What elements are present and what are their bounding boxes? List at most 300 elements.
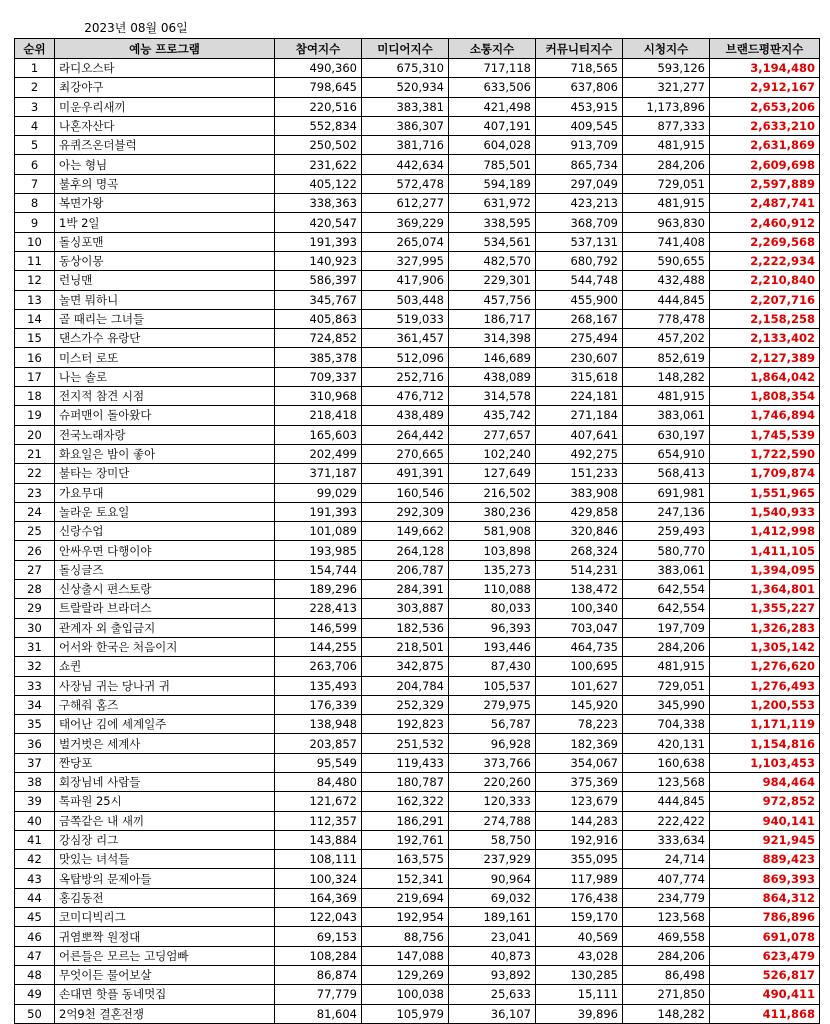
program-name-cell: 미스터 로또 [55, 348, 275, 367]
table-header-row [15, 39, 820, 59]
community-cell: 865,734 [536, 155, 623, 174]
participation-cell: 143,884 [275, 830, 362, 849]
community-cell: 315,618 [536, 367, 623, 386]
brand-index-cell: 2,912,167 [710, 78, 820, 97]
media-cell: 519,033 [362, 309, 449, 328]
viewership-cell: 197,709 [623, 618, 710, 637]
communication-cell: 96,393 [449, 618, 536, 637]
community-cell: 275,494 [536, 329, 623, 348]
rank-cell: 47 [15, 946, 55, 965]
rank-cell: 2 [15, 78, 55, 97]
program-name-cell: 손대면 핫플 동네멋집 [55, 985, 275, 1004]
participation-cell: 552,834 [275, 116, 362, 135]
media-cell: 100,038 [362, 985, 449, 1004]
community-cell: 101,627 [536, 676, 623, 695]
participation-cell: 231,622 [275, 155, 362, 174]
program-name-cell: 최강야구 [55, 78, 275, 97]
rank-cell: 16 [15, 348, 55, 367]
media-cell: 292,309 [362, 502, 449, 521]
participation-cell: 586,397 [275, 271, 362, 290]
media-cell: 327,995 [362, 251, 449, 270]
media-cell: 160,546 [362, 483, 449, 502]
program-name-cell: 미운우리새끼 [55, 97, 275, 116]
viewership-cell: 86,498 [623, 965, 710, 984]
communication-cell: 314,578 [449, 387, 536, 406]
viewership-cell: 284,206 [623, 637, 710, 656]
communication-cell: 80,033 [449, 599, 536, 618]
program-name-cell: 신랑수업 [55, 522, 275, 541]
communication-cell: 237,929 [449, 850, 536, 869]
rank-cell: 48 [15, 965, 55, 984]
viewership-cell: 642,554 [623, 599, 710, 618]
communication-cell: 277,657 [449, 425, 536, 444]
table-row [15, 965, 820, 984]
rank-cell: 6 [15, 155, 55, 174]
participation-cell: 218,418 [275, 406, 362, 425]
brand-index-cell: 864,312 [710, 888, 820, 907]
table-row [15, 869, 820, 888]
program-name-cell: 놀라운 토요일 [55, 502, 275, 521]
program-name-cell: 놀면 뭐하니 [55, 290, 275, 309]
community-cell: 224,181 [536, 387, 623, 406]
participation-cell: 724,852 [275, 329, 362, 348]
participation-cell: 338,363 [275, 194, 362, 213]
rank-cell: 17 [15, 367, 55, 386]
participation-cell: 490,360 [275, 59, 362, 78]
rank-cell: 30 [15, 618, 55, 637]
program-name-cell: 1박 2일 [55, 213, 275, 232]
rank-cell: 7 [15, 174, 55, 193]
communication-cell: 482,570 [449, 251, 536, 270]
media-cell: 180,787 [362, 772, 449, 791]
viewership-cell: 123,568 [623, 908, 710, 927]
participation-cell: 121,672 [275, 792, 362, 811]
table-row [15, 715, 820, 734]
communication-cell: 534,561 [449, 232, 536, 251]
communication-cell: 457,756 [449, 290, 536, 309]
viewership-cell: 457,202 [623, 329, 710, 348]
communication-cell: 87,430 [449, 657, 536, 676]
report-date: 2023년 08월 06일 [84, 21, 188, 35]
program-name-cell: 골 때리는 그녀들 [55, 309, 275, 328]
communication-cell: 717,118 [449, 59, 536, 78]
table-row [15, 830, 820, 849]
communication-cell: 120,333 [449, 792, 536, 811]
rank-cell: 11 [15, 251, 55, 270]
header-community: 커뮤니티지수 [536, 39, 623, 59]
brand-index-cell: 490,411 [710, 985, 820, 1004]
community-cell: 514,231 [536, 560, 623, 579]
header-viewership: 시청지수 [623, 39, 710, 59]
program-name-cell: 어서와 한국은 처음이지 [55, 637, 275, 656]
viewership-cell: 321,277 [623, 78, 710, 97]
media-cell: 442,634 [362, 155, 449, 174]
brand-index-cell: 869,393 [710, 869, 820, 888]
rank-cell: 40 [15, 811, 55, 830]
viewership-cell: 345,990 [623, 695, 710, 714]
program-name-cell: 코미디빅리그 [55, 908, 275, 927]
media-cell: 186,291 [362, 811, 449, 830]
communication-cell: 229,301 [449, 271, 536, 290]
community-cell: 375,369 [536, 772, 623, 791]
media-cell: 204,784 [362, 676, 449, 695]
rank-cell: 50 [15, 1004, 55, 1023]
viewership-cell: 963,830 [623, 213, 710, 232]
rank-cell: 14 [15, 309, 55, 328]
brand-index-cell: 2,158,258 [710, 309, 820, 328]
communication-cell: 604,028 [449, 136, 536, 155]
program-name-cell: 트랄랄라 브라더스 [55, 599, 275, 618]
viewership-cell: 148,282 [623, 367, 710, 386]
participation-cell: 798,645 [275, 78, 362, 97]
brand-index-cell: 1,551,965 [710, 483, 820, 502]
table-row [15, 502, 820, 521]
table-row [15, 194, 820, 213]
community-cell: 192,916 [536, 830, 623, 849]
program-name-cell: 불타는 장미단 [55, 464, 275, 483]
communication-cell: 189,161 [449, 908, 536, 927]
participation-cell: 420,547 [275, 213, 362, 232]
media-cell: 88,756 [362, 927, 449, 946]
participation-cell: 709,337 [275, 367, 362, 386]
program-name-cell: 안싸우면 다행이야 [55, 541, 275, 560]
viewership-cell: 247,136 [623, 502, 710, 521]
table-row [15, 464, 820, 483]
brand-index-cell: 1,355,227 [710, 599, 820, 618]
communication-cell: 69,032 [449, 888, 536, 907]
rank-cell: 37 [15, 753, 55, 772]
program-name-cell: 동상이몽 [55, 251, 275, 270]
communication-cell: 186,717 [449, 309, 536, 328]
program-name-cell: 나는 솔로 [55, 367, 275, 386]
participation-cell: 250,502 [275, 136, 362, 155]
program-name-cell: 댄스가수 유랑단 [55, 329, 275, 348]
program-name-cell: 가요무대 [55, 483, 275, 502]
table-row [15, 213, 820, 232]
participation-cell: 345,767 [275, 290, 362, 309]
community-cell: 407,641 [536, 425, 623, 444]
brand-index-cell: 2,210,840 [710, 271, 820, 290]
viewership-cell: 333,634 [623, 830, 710, 849]
rank-cell: 9 [15, 213, 55, 232]
table-row [15, 78, 820, 97]
media-cell: 491,391 [362, 464, 449, 483]
table-row [15, 908, 820, 927]
viewership-cell: 432,488 [623, 271, 710, 290]
rank-cell: 38 [15, 772, 55, 791]
community-cell: 680,792 [536, 251, 623, 270]
rank-cell: 13 [15, 290, 55, 309]
viewership-cell: 568,413 [623, 464, 710, 483]
program-name-cell: 유퀴즈온더블럭 [55, 136, 275, 155]
viewership-cell: 234,779 [623, 888, 710, 907]
communication-cell: 279,975 [449, 695, 536, 714]
participation-cell: 405,122 [275, 174, 362, 193]
participation-cell: 263,706 [275, 657, 362, 676]
participation-cell: 371,187 [275, 464, 362, 483]
table-row [15, 309, 820, 328]
table-row [15, 888, 820, 907]
media-cell: 105,979 [362, 1004, 449, 1023]
program-name-cell: 복면가왕 [55, 194, 275, 213]
participation-cell: 100,324 [275, 869, 362, 888]
table-row [15, 580, 820, 599]
media-cell: 264,128 [362, 541, 449, 560]
rank-cell: 19 [15, 406, 55, 425]
brand-index-cell: 2,633,210 [710, 116, 820, 135]
communication-cell: 314,398 [449, 329, 536, 348]
viewership-cell: 24,714 [623, 850, 710, 869]
rank-cell: 5 [15, 136, 55, 155]
participation-cell: 77,779 [275, 985, 362, 1004]
viewership-cell: 630,197 [623, 425, 710, 444]
table-row [15, 657, 820, 676]
program-name-cell: 불후의 명곡 [55, 174, 275, 193]
community-cell: 492,275 [536, 444, 623, 463]
brand-index-cell: 1,746,894 [710, 406, 820, 425]
rank-cell: 46 [15, 927, 55, 946]
brand-index-cell: 1,154,816 [710, 734, 820, 753]
communication-cell: 23,041 [449, 927, 536, 946]
communication-cell: 135,273 [449, 560, 536, 579]
table-row [15, 174, 820, 193]
community-cell: 144,283 [536, 811, 623, 830]
program-name-cell: 어른들은 모르는 고딩엄빠 [55, 946, 275, 965]
rank-cell: 39 [15, 792, 55, 811]
rank-cell: 10 [15, 232, 55, 251]
rank-cell: 20 [15, 425, 55, 444]
brand-index-cell: 2,487,741 [710, 194, 820, 213]
participation-cell: 69,153 [275, 927, 362, 946]
brand-index-cell: 1,412,998 [710, 522, 820, 541]
participation-cell: 405,863 [275, 309, 362, 328]
rank-cell: 18 [15, 387, 55, 406]
table-row [15, 753, 820, 772]
program-name-cell: 사장님 귀는 당나귀 귀 [55, 676, 275, 695]
media-cell: 417,906 [362, 271, 449, 290]
table-row [15, 811, 820, 830]
media-cell: 251,532 [362, 734, 449, 753]
table-row [15, 985, 820, 1004]
program-name-cell: 금쪽같은 내 새끼 [55, 811, 275, 830]
brand-index-cell: 1,709,874 [710, 464, 820, 483]
brand-index-cell: 2,222,934 [710, 251, 820, 270]
communication-cell: 216,502 [449, 483, 536, 502]
community-cell: 718,565 [536, 59, 623, 78]
media-cell: 206,787 [362, 560, 449, 579]
community-cell: 78,223 [536, 715, 623, 734]
viewership-cell: 444,845 [623, 792, 710, 811]
media-cell: 342,875 [362, 657, 449, 676]
participation-cell: 140,923 [275, 251, 362, 270]
brand-index-cell: 1,722,590 [710, 444, 820, 463]
table-row [15, 251, 820, 270]
header-participation: 참여지수 [275, 39, 362, 59]
viewership-cell: 741,408 [623, 232, 710, 251]
participation-cell: 135,493 [275, 676, 362, 695]
community-cell: 464,735 [536, 637, 623, 656]
table-row [15, 695, 820, 714]
brand-index-cell: 1,540,933 [710, 502, 820, 521]
participation-cell: 176,339 [275, 695, 362, 714]
communication-cell: 380,236 [449, 502, 536, 521]
rank-cell: 42 [15, 850, 55, 869]
table-row [15, 734, 820, 753]
brand-index-cell: 940,141 [710, 811, 820, 830]
rank-cell: 12 [15, 271, 55, 290]
community-cell: 913,709 [536, 136, 623, 155]
participation-cell: 144,255 [275, 637, 362, 656]
communication-cell: 581,908 [449, 522, 536, 541]
communication-cell: 36,107 [449, 1004, 536, 1023]
participation-cell: 122,043 [275, 908, 362, 927]
table-row [15, 97, 820, 116]
participation-cell: 138,948 [275, 715, 362, 734]
media-cell: 270,665 [362, 444, 449, 463]
communication-cell: 102,240 [449, 444, 536, 463]
viewership-cell: 383,061 [623, 560, 710, 579]
table-row [15, 541, 820, 560]
program-name-cell: 홍김동전 [55, 888, 275, 907]
table-row [15, 59, 820, 78]
media-cell: 386,307 [362, 116, 449, 135]
table-row [15, 406, 820, 425]
participation-cell: 84,480 [275, 772, 362, 791]
communication-cell: 56,787 [449, 715, 536, 734]
community-cell: 355,095 [536, 850, 623, 869]
brand-index-cell: 921,945 [710, 830, 820, 849]
viewership-cell: 642,554 [623, 580, 710, 599]
rank-cell: 8 [15, 194, 55, 213]
table-row [15, 483, 820, 502]
table-row [15, 676, 820, 695]
community-cell: 544,748 [536, 271, 623, 290]
participation-cell: 108,284 [275, 946, 362, 965]
media-cell: 284,391 [362, 580, 449, 599]
community-cell: 429,858 [536, 502, 623, 521]
rank-cell: 41 [15, 830, 55, 849]
media-cell: 252,329 [362, 695, 449, 714]
table-row [15, 444, 820, 463]
participation-cell: 191,393 [275, 232, 362, 251]
viewership-cell: 222,422 [623, 811, 710, 830]
communication-cell: 438,089 [449, 367, 536, 386]
table-row [15, 637, 820, 656]
brand-index-cell: 1,276,620 [710, 657, 820, 676]
program-name-cell: 전국노래자랑 [55, 425, 275, 444]
participation-cell: 146,599 [275, 618, 362, 637]
viewership-cell: 1,173,896 [623, 97, 710, 116]
communication-cell: 220,260 [449, 772, 536, 791]
communication-cell: 407,191 [449, 116, 536, 135]
communication-cell: 40,873 [449, 946, 536, 965]
community-cell: 268,167 [536, 309, 623, 328]
brand-index-cell: 1,745,539 [710, 425, 820, 444]
viewership-cell: 259,493 [623, 522, 710, 541]
community-cell: 230,607 [536, 348, 623, 367]
communication-cell: 93,892 [449, 965, 536, 984]
participation-cell: 189,296 [275, 580, 362, 599]
header-brand-index: 브랜드평판지수 [710, 39, 820, 59]
table-row [15, 425, 820, 444]
communication-cell: 594,189 [449, 174, 536, 193]
community-cell: 182,369 [536, 734, 623, 753]
viewership-cell: 877,333 [623, 116, 710, 135]
communication-cell: 421,498 [449, 97, 536, 116]
table-row [15, 329, 820, 348]
rank-cell: 23 [15, 483, 55, 502]
participation-cell: 81,604 [275, 1004, 362, 1023]
community-cell: 354,067 [536, 753, 623, 772]
communication-cell: 435,742 [449, 406, 536, 425]
rank-cell: 27 [15, 560, 55, 579]
media-cell: 147,088 [362, 946, 449, 965]
brand-index-cell: 1,411,105 [710, 541, 820, 560]
participation-cell: 228,413 [275, 599, 362, 618]
participation-cell: 385,378 [275, 348, 362, 367]
brand-index-cell: 1,171,119 [710, 715, 820, 734]
community-cell: 409,545 [536, 116, 623, 135]
table-row [15, 290, 820, 309]
community-cell: 537,131 [536, 232, 623, 251]
brand-index-cell: 1,326,283 [710, 618, 820, 637]
media-cell: 572,478 [362, 174, 449, 193]
program-name-cell: 쇼퀸 [55, 657, 275, 676]
media-cell: 152,341 [362, 869, 449, 888]
rank-cell: 28 [15, 580, 55, 599]
viewership-cell: 481,915 [623, 657, 710, 676]
program-name-cell: 구해줘 홈즈 [55, 695, 275, 714]
viewership-cell: 481,915 [623, 387, 710, 406]
community-cell: 138,472 [536, 580, 623, 599]
brand-index-cell: 2,631,869 [710, 136, 820, 155]
viewership-cell: 590,655 [623, 251, 710, 270]
rank-cell: 4 [15, 116, 55, 135]
viewership-cell: 729,051 [623, 676, 710, 695]
header-communication: 소통지수 [449, 39, 536, 59]
rank-cell: 33 [15, 676, 55, 695]
brand-index-cell: 1,808,354 [710, 387, 820, 406]
media-cell: 219,694 [362, 888, 449, 907]
brand-index-cell: 1,305,142 [710, 637, 820, 656]
participation-cell: 164,369 [275, 888, 362, 907]
table-row [15, 946, 820, 965]
participation-cell: 310,968 [275, 387, 362, 406]
community-cell: 455,900 [536, 290, 623, 309]
communication-cell: 127,649 [449, 464, 536, 483]
media-cell: 520,934 [362, 78, 449, 97]
communication-cell: 25,633 [449, 985, 536, 1004]
brand-index-cell: 1,103,453 [710, 753, 820, 772]
media-cell: 218,501 [362, 637, 449, 656]
brand-index-cell: 411,868 [710, 1004, 820, 1023]
rank-cell: 24 [15, 502, 55, 521]
media-cell: 192,761 [362, 830, 449, 849]
program-name-cell: 나혼자산다 [55, 116, 275, 135]
brand-index-cell: 1,364,801 [710, 580, 820, 599]
brand-index-cell: 786,896 [710, 908, 820, 927]
table-row [15, 232, 820, 251]
program-name-cell: 돌싱글즈 [55, 560, 275, 579]
table-row [15, 792, 820, 811]
community-cell: 43,028 [536, 946, 623, 965]
viewership-cell: 580,770 [623, 541, 710, 560]
table-body [15, 59, 820, 1024]
participation-cell: 86,874 [275, 965, 362, 984]
brand-index-cell: 3,194,480 [710, 59, 820, 78]
brand-index-cell: 1,276,493 [710, 676, 820, 695]
brand-index-cell: 623,479 [710, 946, 820, 965]
